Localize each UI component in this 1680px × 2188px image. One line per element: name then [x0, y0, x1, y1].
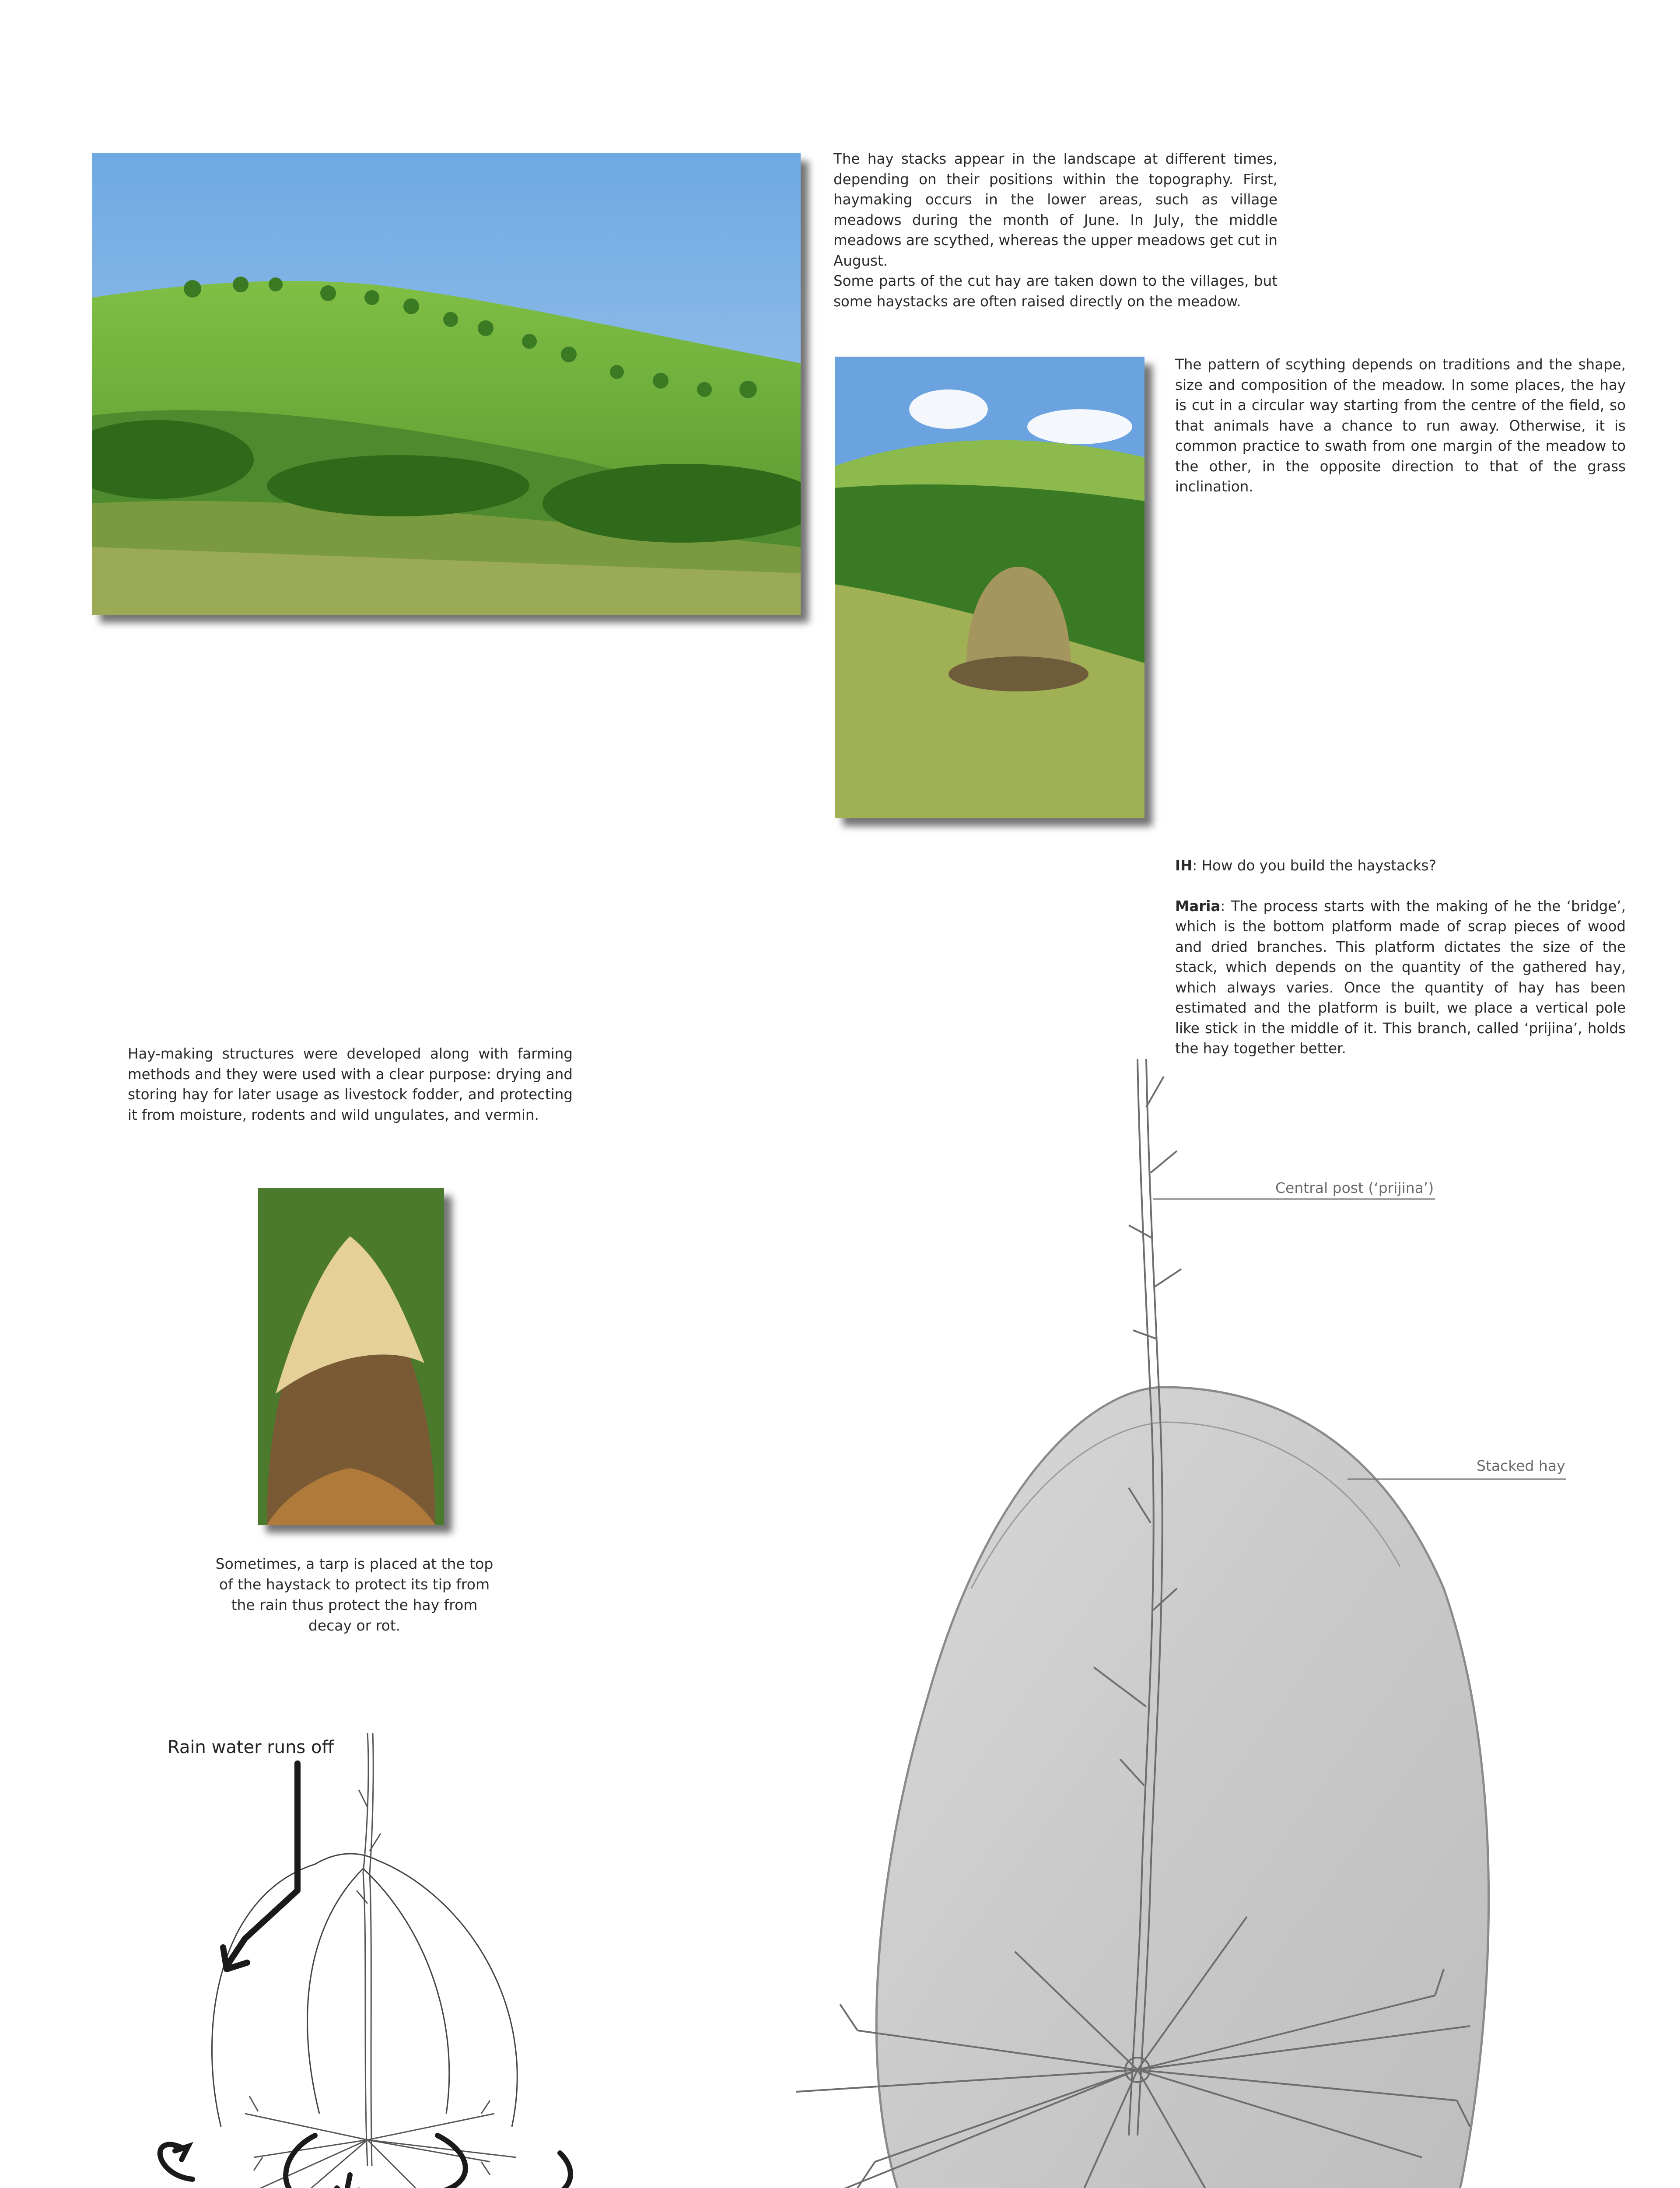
- interview-answer: [1175, 896, 1626, 1059]
- rain-arrow: [228, 1764, 298, 1965]
- rain-runoff-label: Rain water runs off: [168, 1737, 334, 1757]
- label-central-post: Central post (‘prijina’): [1275, 1179, 1434, 1196]
- haystack-meadow-photo: [835, 357, 1144, 818]
- haymaking-timing-para2: Some parts of the cut hay are taken down to the villages, but some haystacks are often raised directly on the meadow.: [833, 273, 1278, 310]
- tarp-haystack-photo: [258, 1188, 444, 1525]
- structures-purpose-para: Hay-making structures were developed along with farming methods and they were used with a clear purpose: drying and storing hay for later usage as livestock fodder, and protecting it from moisture, rodents and wild ungulates, and vermin.: [128, 1045, 573, 1123]
- haystack-isometric-diagram: [744, 1041, 1597, 2188]
- interview-block: [1175, 856, 1626, 1059]
- interviewer-name: IH: [1175, 857, 1193, 874]
- airflow-diagram: [131, 1720, 591, 2188]
- haymaking-timing-para1: The hay stacks appear in the landscape at different times, depending on their positions within the topography. First, haymaking occurs in the lower areas, such as village meadows during the month of June. In July, the middle meadows are scythed, whereas the upper meadows get cut in August.: [833, 151, 1278, 269]
- haymaking-timing-text: [833, 149, 1278, 312]
- tarp-caption: Sometimes, a tarp is placed at the top of the haystack to protect its tip from the rain thus protect the hay from decay or rot.: [215, 1555, 494, 1634]
- label-stacked-hay: Stacked hay: [1477, 1457, 1565, 1474]
- airflow-arrow-right: [516, 2153, 570, 2188]
- answer-text: : The process starts with the making of he the ‘bridge’, which is the bottom platform made of scrap pieces of wood and dried branches. This platform dictates the size of the stack, which depends on the quantity of the gathered hay, which always varies. Once the quantity of hay has been estimated and the platform is built, we place a vertical pole like stick in the middle of it. This branch, called ‘prijina’, holds the hay together better.: [1175, 898, 1626, 1057]
- hillside-landscape-photo: [92, 153, 801, 615]
- scything-pattern-text: [1175, 354, 1626, 497]
- small-central-post: [363, 1733, 368, 2166]
- question-text: : How do you build the haystacks?: [1192, 857, 1436, 874]
- airflow-arrow-center: [337, 2175, 359, 2188]
- airflow-arrow-center-left: [286, 2135, 315, 2188]
- interviewee-name: Maria: [1175, 898, 1221, 915]
- scything-pattern-para: The pattern of scything depends on traditions and the shape, size and composition of the meadow. In some places, the hay is cut in a circular way starting from the centre of the field, so that animals have a chance to run away. Otherwise, it is common practice to swath from one margin of the meadow to the other, in the opposite direction to that of the grass inclination.: [1175, 356, 1626, 495]
- stacked-hay-shape: [876, 1387, 1488, 2188]
- hay-inner-outline: [308, 1869, 449, 2114]
- structures-purpose-text: [128, 1044, 573, 1125]
- interview-question: [1175, 856, 1626, 876]
- airflow-arrow-center-right: [438, 2135, 466, 2188]
